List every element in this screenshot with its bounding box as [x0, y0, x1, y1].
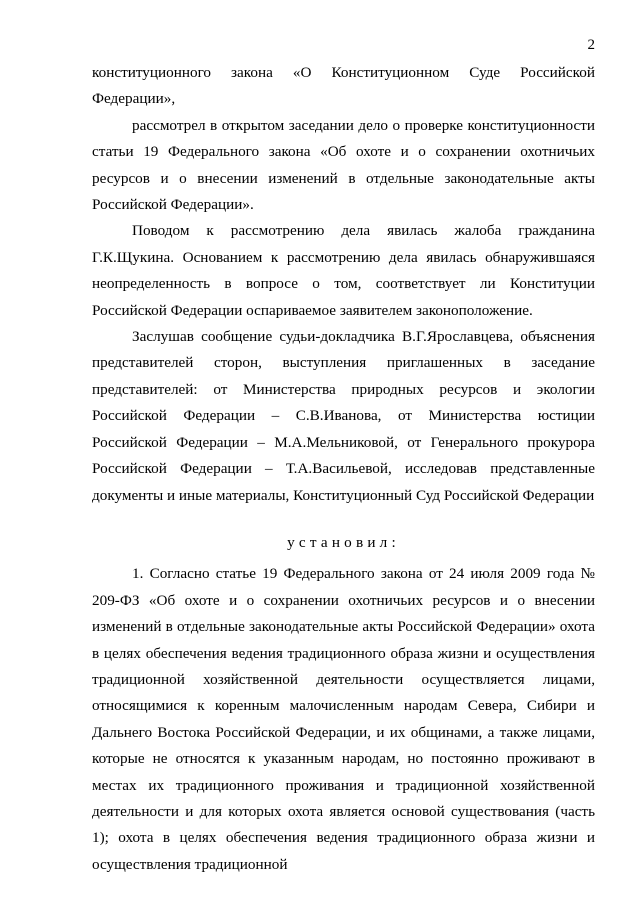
- page-number: 2: [587, 37, 595, 53]
- section-heading: установил:: [287, 533, 400, 551]
- paragraph-case-considered: рассмотрел в открытом заседании дело о проверке конституционности статьи 19 Федерального закона «Об охоте и о сохранении охотничьих ресурсов и о внесении изменений в отдельные законодательные акты Российской Федерации».: [92, 116, 595, 214]
- paragraph-case-grounds: Поводом к рассмотрению дела явилась жалоба гражданина Г.К.Щукина. Основанием к рассмотрению дела явилась обнаружившаяся неопределенность в вопросе о том, соответствует ли Конституции Российской Федерации оспариваемое заявителем законоположение.: [92, 222, 595, 319]
- paragraph-article-19-summary: 1. Согласно статье 19 Федерального закона от 24 июля 2009 года № 209-ФЗ «Об охоте и о сохранении охотничьих ресурсов и о внесении изменений в отдельные законодательные акты Российской Федерации» охота в целях обеспечения ведения традиционного образа жизни и осуществления традиционной хозяйственной деятельности осуществляется лицами, относящимися к коренным малочисленным народам Севера, Сибири и Дальнего Востока Российской Федерации, и их общинами, а также лицами, которые не относятся к указанным народам, но постоянно проживают в местах их традиционного проживания и традиционной хозяйственной деятельности и для которых охота является основой существования (часть 1); охота в целях обеспечения ведения традиционного образа жизни и осуществления традиционной: [92, 565, 595, 873]
- paragraph-court-law-reference: конституционного закона «О Конституционном Суде Российской Федерации»,: [92, 64, 595, 108]
- document-body: [92, 60, 595, 878]
- paragraph-hearing-participants: Заслушав сообщение судьи-докладчика В.Г.Ярославцева, объяснения представителей сторон, выступления приглашенных в заседание представителей: от Министерства природных ресурсов и экологии Российской Федерации – С.В.Иванова, от Министерства юстиции Российской Федерации – М.А.Мельниковой, от Генерального прокурора Российской Федерации – Т.А.Васильевой, исследовав представленные документы и иные материалы, Конституционный Суд Российской Федерации: [92, 328, 595, 504]
